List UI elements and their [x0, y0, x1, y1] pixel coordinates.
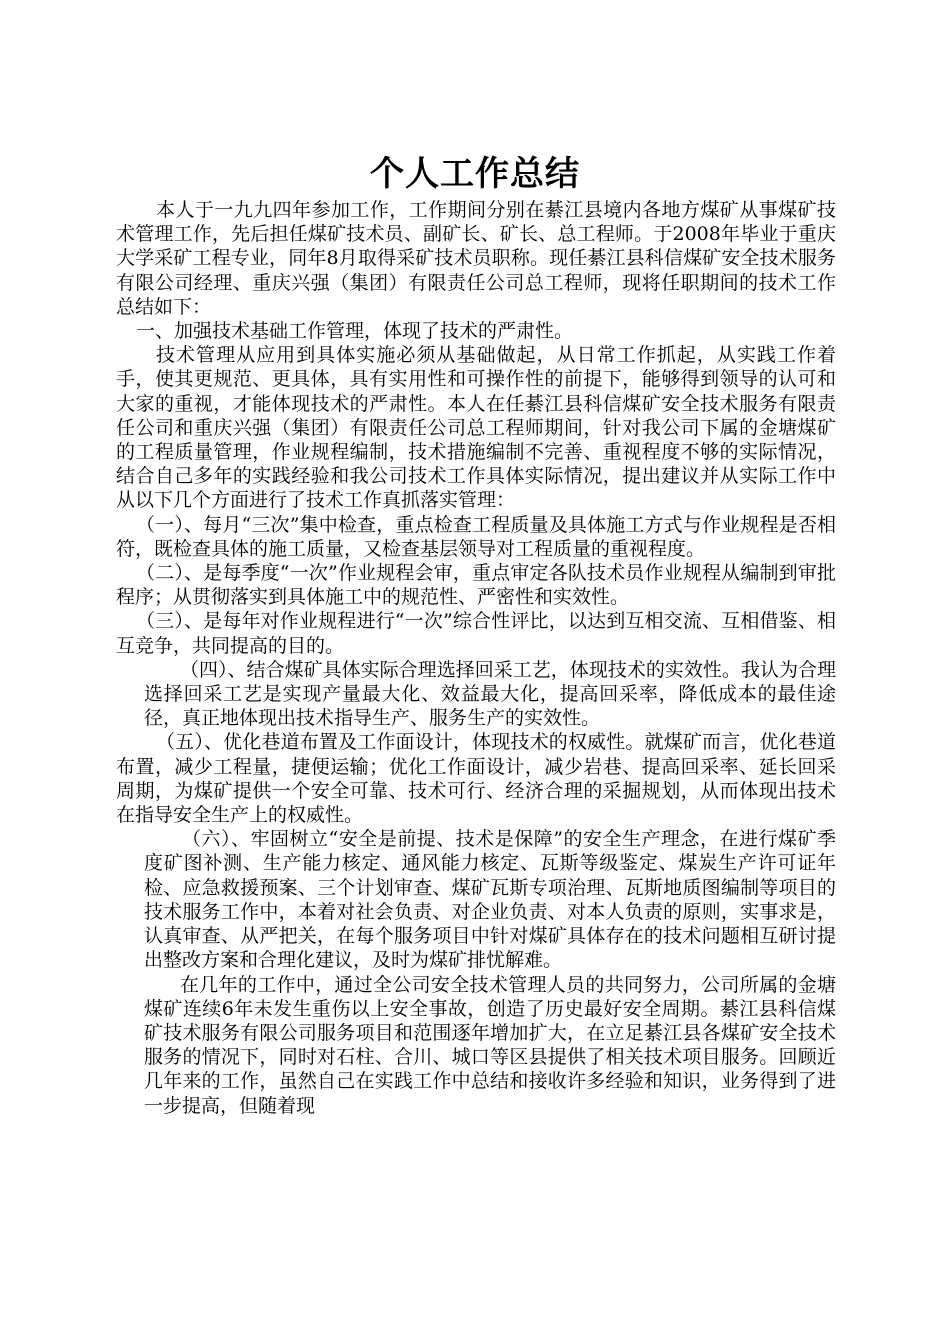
document-title: 个人工作总结	[370, 153, 580, 194]
paragraph-technical-management: 技术管理从应用到具体实施必须从基础做起，从日常工作抓起，从实践工作着手，使其更规范、更具体，具有实用性和可操作性的前提下，能够得到领导的认可和大家的重视，才能体现技术的严肃性。本人在任綦江县科信煤矿安全技术服务有限责任公司和重庆兴强（集团）有限责任公司总工程师期间，针对我公司下属的金塘煤矿的工程质量管理，作业规程编制，技术措施编制不完善、重视程度不够的实际情况，结合自己多年的实践经验和我公司技术工作具体实际情况，提出建议并从实际工作中从以下几个方面进行了技术工作真抓落实管理：	[116, 344, 836, 512]
list-item-2: （二）、是每季度“一次”作业规程会审，重点审定各队技术员作业规程从编制到审批程序；从贯彻落实到具体施工中的规范性、严密性和实效性。	[116, 562, 836, 609]
list-item-3: （三）、是每年对作业规程进行“一次”综合性评比，以达到互相交流、互相借鉴、相互竞争，共同提高的目的。	[116, 610, 836, 657]
list-item-6: （六）、牢固树立“安全是前提、技术是保障”的安全生产理念，在进行煤矿季度矿图补测、生产能力核定、通风能力核定、瓦斯等级鉴定、煤炭生产许可证年检、应急救援预案、三个计划审查、煤矿瓦斯专项治理、瓦斯地质图编制等项目的技术服务工作中，本着对社会负责、对企业负责、对本人负责的原则，实事求是，认真审查、从严把关，在每个服务项目中针对煤矿具体存在的技术问题相互研讨提出整改方案和合理化建议，及时为煤矿排忧解难。	[144, 828, 836, 972]
list-item-5: （五）、优化巷道布置及工作面设计，体现技术的权威性。就煤矿而言，优化巷道布置，减少工程量，捷便运输；优化工作面设计，减少岩巷、提高回采率、延长回采周期，为煤矿提供一个安全可靠、技术可行、经济合理的采掘规划，从而体现出技术在指导安全生产上的权威性。	[116, 731, 836, 827]
paragraph-summary: 在几年的工作中，通过全公司安全技术管理人员的共同努力，公司所属的金塘煤矿连续6年未发生重伤以上安全事故，创造了历史最好安全周期。綦江县科信煤矿技术服务有限公司服务项目和范围逐年增加扩大，在立足綦江县各煤矿安全技术服务的情况下，同时对石柱、合川、城口等区县提供了相关技术项目服务。回顾近几年来的工作，虽然自己在实践工作中总结和接收许多经验和知识，业务得到了进一步提高，但随着现	[144, 973, 836, 1117]
list-item-1: （一）、每月“三次”集中检查，重点检查工程质量及具体施工方式与作业规程是否相符，既检查具体的施工质量，又检查基层领导对工程质量的重视程度。	[116, 513, 836, 560]
paragraph-intro: 本人于一九九四年参加工作，工作期间分别在綦江县境内各地方煤矿从事煤矿技术管理工作，先后担任煤矿技术员、副矿长、矿长、总工程师。于2008年毕业于重庆大学采矿工程专业，同年8月取得采矿技术员职称。现任綦江县科信煤矿安全技术服务有限公司经理、重庆兴强（集团）有限责任公司总工程师，现将任职期间的技术工作总结如下：	[116, 199, 836, 318]
list-item-4: （四）、结合煤矿具体实际合理选择回采工艺，体现技术的实效性。我认为合理选择回采工艺是实现产量最大化、效益最大化，提高回采率，降低成本的最佳途径，真正地体现出技术指导生产、服务生产的实效性。	[144, 658, 836, 730]
document-body	[116, 198, 836, 1118]
section-heading-1: 一、加强技术基础工作管理，体现了技术的严肃性。	[136, 320, 574, 343]
